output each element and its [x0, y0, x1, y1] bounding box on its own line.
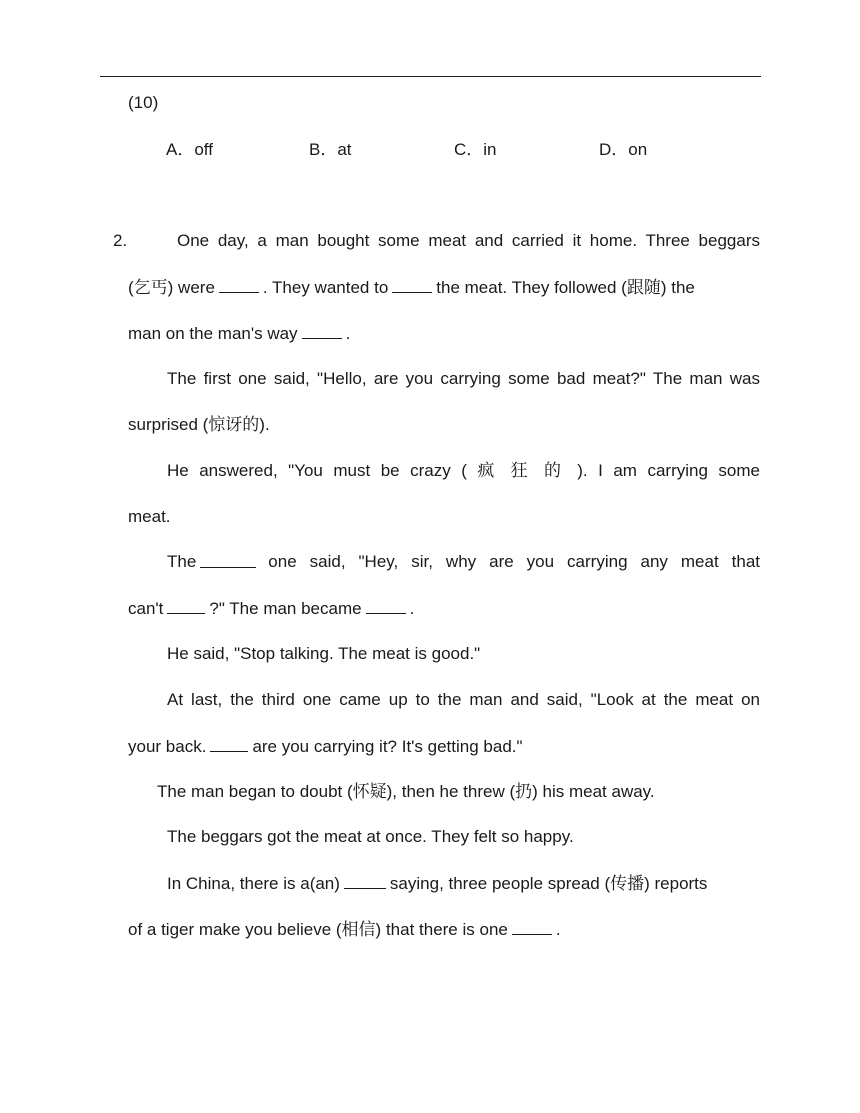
passage-line: your back. are you carrying it? It's getting bad."	[128, 737, 523, 756]
passage-line: In China, there is a(an) saying, three people spread (传播) reports	[167, 874, 708, 893]
passage-line: The first one said, "Hello, are you carrying some bad meat?" The man was	[167, 369, 760, 388]
option-text: off	[194, 140, 213, 159]
passage-line: He answered, "You must be crazy ( 疯 狂 的 ). I am carrying some	[167, 461, 760, 480]
option-a[interactable]	[166, 139, 213, 161]
passage-line: (乞丐) were . They wanted to the meat. They followed (跟随) the	[128, 278, 695, 297]
passage-line: can't ?" The man became .	[128, 599, 415, 618]
answer-blank[interactable]	[344, 872, 386, 889]
question-number: (10)	[128, 93, 159, 112]
answer-blank[interactable]	[512, 918, 552, 935]
option-d[interactable]	[599, 139, 647, 161]
option-letter: B．	[309, 140, 338, 159]
answer-blank[interactable]	[302, 322, 342, 339]
passage-line: surprised (惊讶的).	[128, 415, 270, 434]
passage-line: He said, "Stop talking. The meat is good."	[167, 644, 481, 663]
option-text: in	[483, 140, 497, 159]
answer-blank[interactable]	[219, 276, 259, 293]
passage-line: The beggars got the meat at once. They felt so happy.	[167, 827, 574, 846]
answer-blank[interactable]	[366, 597, 406, 614]
header-divider	[100, 76, 761, 77]
passage-line: meat.	[128, 507, 171, 526]
answer-blank[interactable]	[210, 735, 248, 752]
option-b[interactable]	[309, 139, 352, 161]
answer-blank[interactable]	[200, 551, 256, 568]
passage-line: At last, the third one came up to the man and said, "Look at the meat on	[167, 690, 760, 709]
option-letter: C．	[454, 140, 484, 159]
option-text: on	[628, 140, 648, 159]
passage-line: One day, a man bought some meat and carried it home. Three beggars	[177, 231, 760, 250]
passage-line: of a tiger make you believe (相信) that there is one .	[128, 920, 561, 939]
option-letter: A．	[166, 140, 195, 159]
option-c[interactable]	[454, 139, 497, 161]
passage-line: man on the man's way .	[128, 324, 351, 343]
option-letter: D．	[599, 140, 629, 159]
option-text: at	[337, 140, 352, 159]
answer-blank[interactable]	[392, 276, 432, 293]
passage-number: 2.	[113, 231, 128, 250]
passage-line: The one said, "Hey, sir, why are you carrying any meat that	[167, 552, 760, 571]
answer-blank[interactable]	[167, 597, 205, 614]
passage-line: The man began to doubt (怀疑), then he threw (扔) his meat away.	[157, 782, 655, 801]
